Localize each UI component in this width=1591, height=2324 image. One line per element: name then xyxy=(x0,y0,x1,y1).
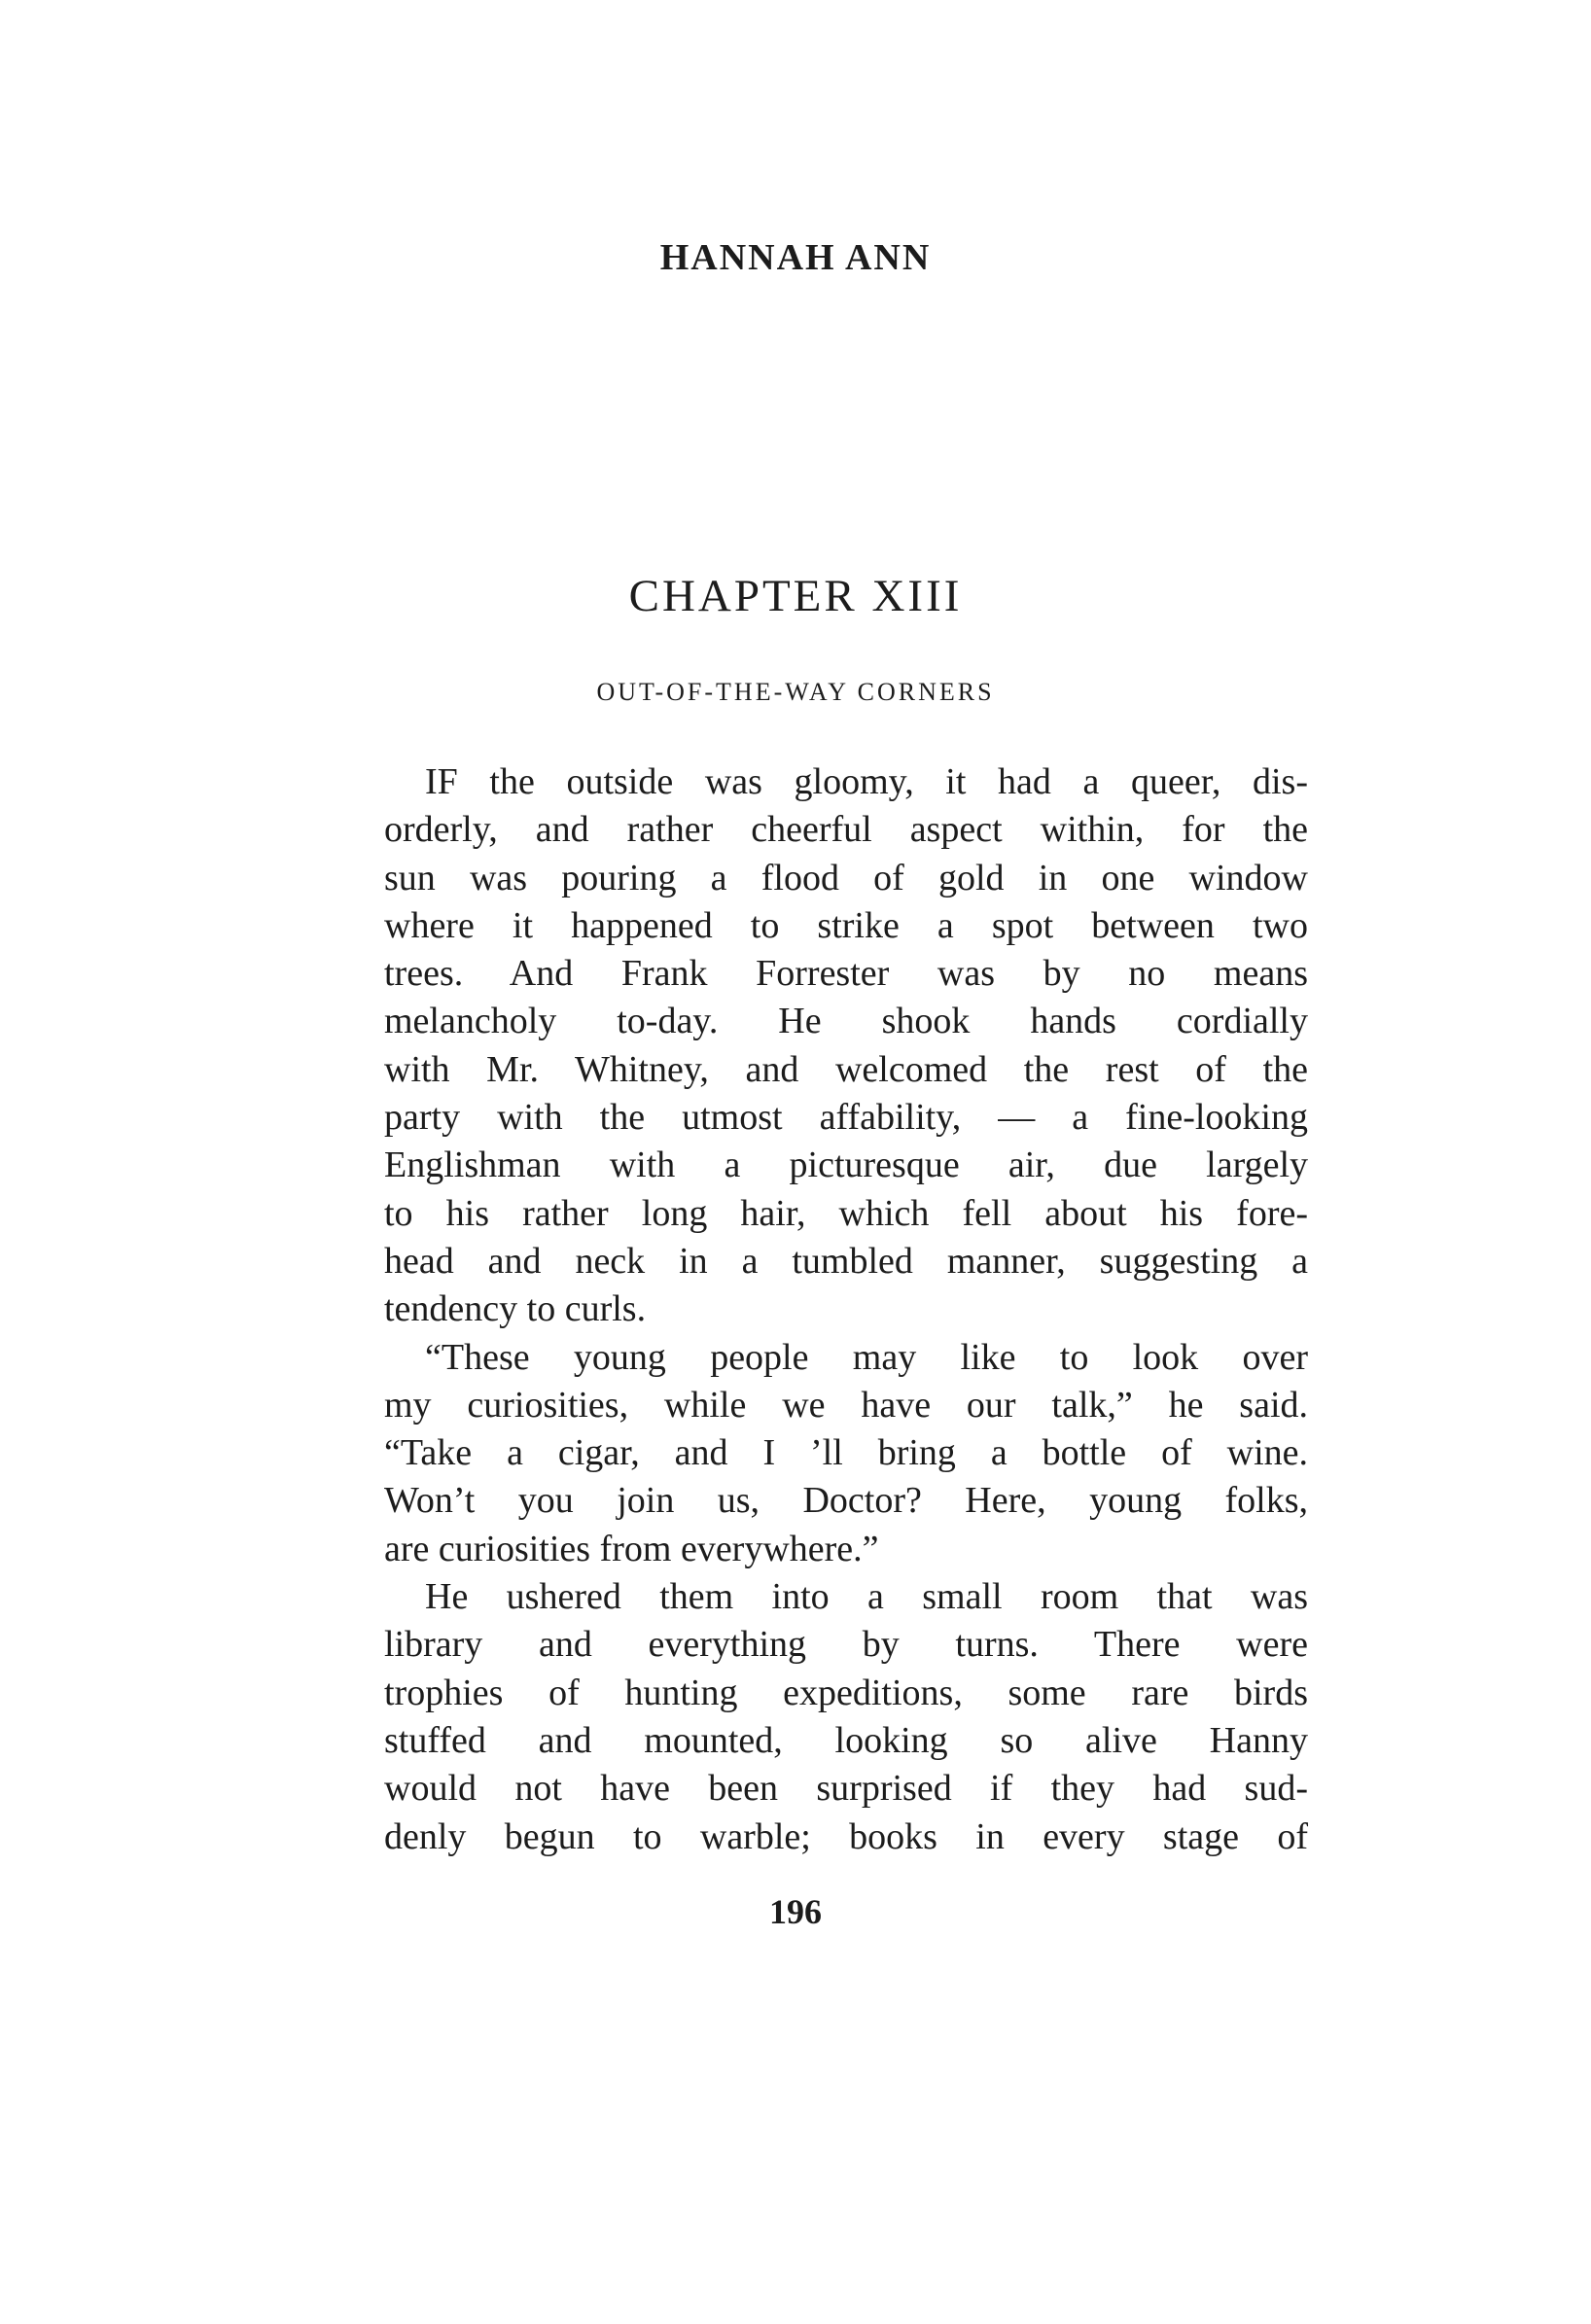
text-line: stuffed and mounted, looking so alive Hanny xyxy=(384,1719,1308,1761)
text-line: trophies of hunting expeditions, some rare birds xyxy=(384,1672,1308,1713)
running-head: HANNAH ANN xyxy=(659,237,932,278)
paragraph-3 xyxy=(384,1573,1308,1861)
text-line: library and everything by turns. There were xyxy=(384,1624,1308,1666)
chapter-subtitle: OUT-OF-THE-WAY CORNERS xyxy=(596,678,995,706)
text-line: are curiosities from everywhere.” xyxy=(384,1528,879,1569)
text-line: party with the utmost affability, — a fine-looking xyxy=(384,1097,1308,1139)
text-line: would not have been surprised if they had sud- xyxy=(384,1768,1308,1810)
text-line: “Take a cigar, and I ’ll bring a bottle of wine. xyxy=(384,1432,1308,1474)
text-line: trees. And Frank Forrester was by no means xyxy=(384,953,1308,995)
page-number: 196 xyxy=(769,1892,822,1931)
text-line: He ushered them into a small room that was xyxy=(425,1576,1308,1618)
body-text xyxy=(384,758,1308,1861)
text-line: sun was pouring a flood of gold in one window xyxy=(384,857,1308,898)
text-line: Englishman with a picturesque air, due largely xyxy=(384,1144,1308,1186)
text-line: my curiosities, while we have our talk,” he said. xyxy=(384,1384,1308,1426)
text-line: head and neck in a tumbled manner, suggesting a xyxy=(384,1240,1308,1282)
text-line: tendency to curls. xyxy=(384,1288,647,1330)
text-line: where it happened to strike a spot between two xyxy=(384,904,1308,946)
paragraph-2 xyxy=(384,1334,1308,1573)
text-line: with Mr. Whitney, and welcomed the rest of the xyxy=(384,1048,1308,1090)
text-line: to his rather long hair, which fell about his fore- xyxy=(384,1192,1308,1234)
chapter-title: CHAPTER XIII xyxy=(628,571,963,621)
paragraph-1 xyxy=(384,758,1308,1334)
text-line: IF the outside was gloomy, it had a queer, dis- xyxy=(425,761,1308,802)
text-line: denly begun to warble; books in every stage of xyxy=(384,1815,1308,1857)
text-line: melancholy to-day. He shook hands cordially xyxy=(384,1001,1308,1042)
text-line: Won’t you join us, Doctor? Here, young folks, xyxy=(384,1480,1308,1522)
text-line: orderly, and rather cheerful aspect within, for the xyxy=(384,809,1308,851)
text-line: “These young people may like to look over xyxy=(425,1336,1308,1378)
